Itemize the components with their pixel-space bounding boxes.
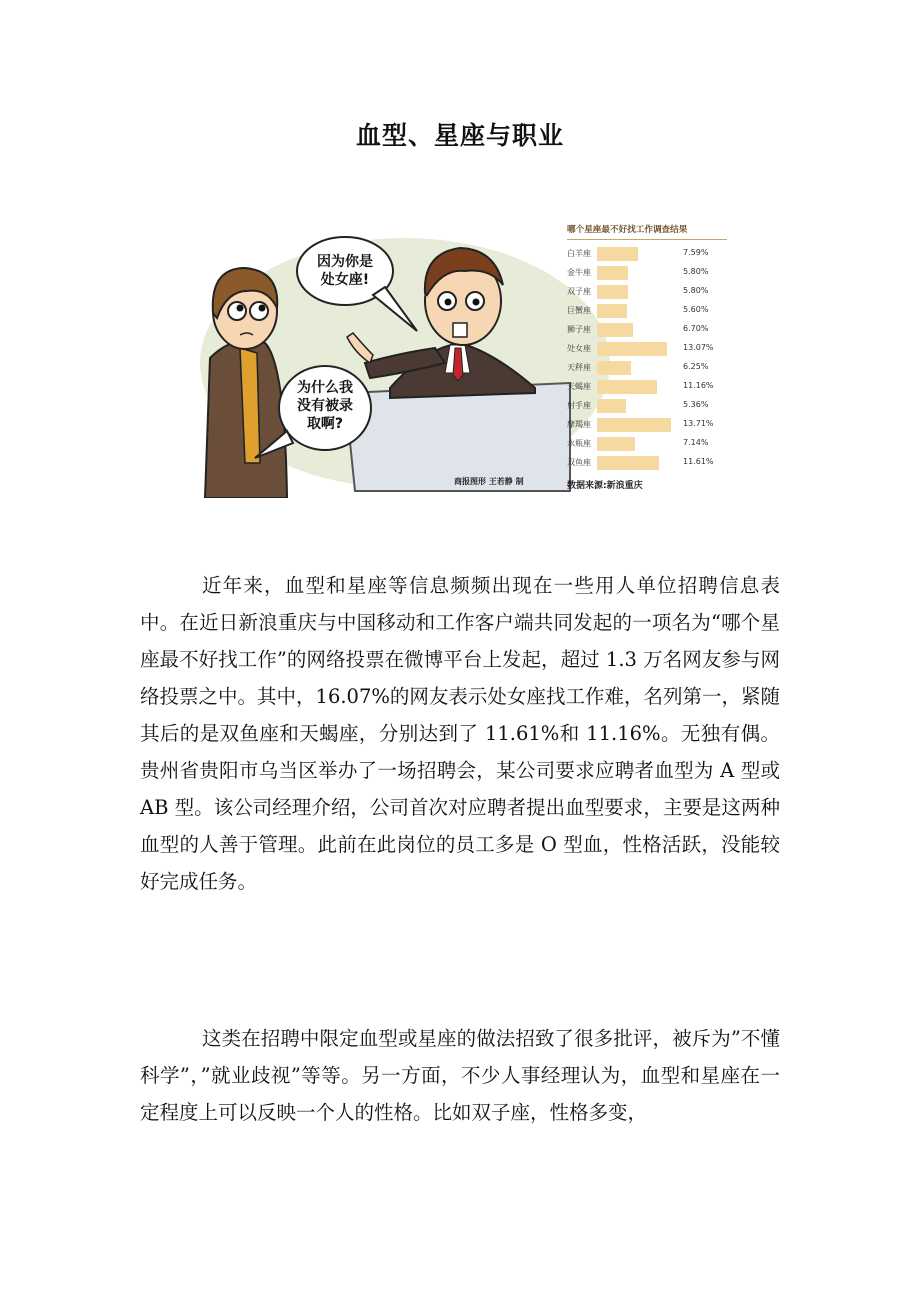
chart-bar [597,323,633,337]
chart-category-label: 双鱼座 [567,458,591,467]
chart-value-label: 11.16% [683,381,714,390]
chart-category-label: 双子座 [567,287,591,296]
applicant-speech-text: 为什么我 没有被录 取啊? [297,380,353,432]
chart-category-label: 金牛座 [567,268,591,277]
chart-bar [597,285,628,299]
applicant-eye-left [228,302,246,320]
chart-category-label: 巨蟹座 [567,306,591,315]
chart-bar [597,380,657,394]
chart-row [565,340,730,358]
chart-category-label: 射手座 [567,401,591,410]
chart-row [565,454,730,472]
manager-tie [453,348,463,381]
paragraph-1: 近年来，血型和星座等信息频频出现在一些用人单位招聘信息表中。在近日新浪重庆与中国移动和工作客户端共同发起的一项名为“哪个星座最不好找工作”的网络投票在微博平台上发起，超过 1.3 万名网友参与网络投票之中。其中，16.07%的网友表示处女座找工作难，名列第一，紧随其后的是双鱼座和天蝎座，分别达到了 11.61%和 11.16%。无独有偶。贵州省贵阳市乌当区举办了一场招聘会，某公司要求应聘者血型为 A 型或 AB 型。该公司经理介绍，公司首次对应聘者提出血型要求，主要是这两种血型的人善于管理。此前在此岗位的员工多是 O 型血，性格活跃，没能较好完成任务。 [140,574,780,893]
chart-row [565,359,730,377]
chart-value-label: 5.60% [683,305,709,314]
chart-row [565,264,730,282]
chart-bar [597,456,659,470]
survey-chart [565,223,730,493]
desk [345,383,570,491]
chart-bar [597,418,671,432]
chart-value-label: 6.70% [683,324,709,333]
chart-value-label: 5.80% [683,286,709,295]
chart-bar [597,266,628,280]
chart-value-label: 13.71% [683,419,714,428]
chart-category-label: 摩羯座 [567,420,591,429]
chart-value-label: 13.07% [683,343,714,352]
chart-row [565,397,730,415]
chart-bar [597,247,638,261]
chart-title: 哪个星座最不好找工作调查结果 [567,223,727,240]
illustration [195,213,730,498]
chart-source: 数据来源:新浪重庆 [567,481,643,491]
chart-row [565,245,730,263]
paragraph-2: 这类在招聘中限定血型或星座的做法招致了很多批评，被斥为”不懂科学”，”就业歧视”等等。另一方面，不少人事经理认为，血型和星座在一定程度上可以反映一个人的性格。比如双子座，性格多变， [140,1027,780,1124]
chart-category-label: 天蝎座 [567,382,591,391]
chart-row [565,416,730,434]
chart-category-label: 天秤座 [567,363,591,372]
chart-row [565,435,730,453]
chart-category-label: 水瓶座 [567,439,591,448]
illustration-credit: 商报图形 王若静 制 [454,477,524,486]
document-title: 血型、星座与职业 [355,121,564,150]
chart-bar [597,399,626,413]
chart-value-label: 7.59% [683,248,709,257]
chart-bar [597,342,667,356]
applicant-eye-right [250,302,268,320]
chart-row [565,302,730,320]
chart-value-label: 5.36% [683,400,709,409]
chart-bar [597,361,631,375]
chart-row [565,378,730,396]
chart-row [565,283,730,301]
chart-category-label: 处女座 [567,344,591,353]
chart-row [565,321,730,339]
chart-bar [597,304,627,318]
chart-value-label: 6.25% [683,362,709,371]
manager-speech-text: 因为你是 处女座! [317,254,373,288]
manager-mouth [453,323,467,337]
chart-value-label: 11.61% [683,457,714,466]
chart-category-label: 狮子座 [567,325,591,334]
chart-value-label: 5.80% [683,267,709,276]
chart-bar [597,437,635,451]
chart-value-label: 7.14% [683,438,709,447]
chart-category-label: 白羊座 [567,249,591,258]
